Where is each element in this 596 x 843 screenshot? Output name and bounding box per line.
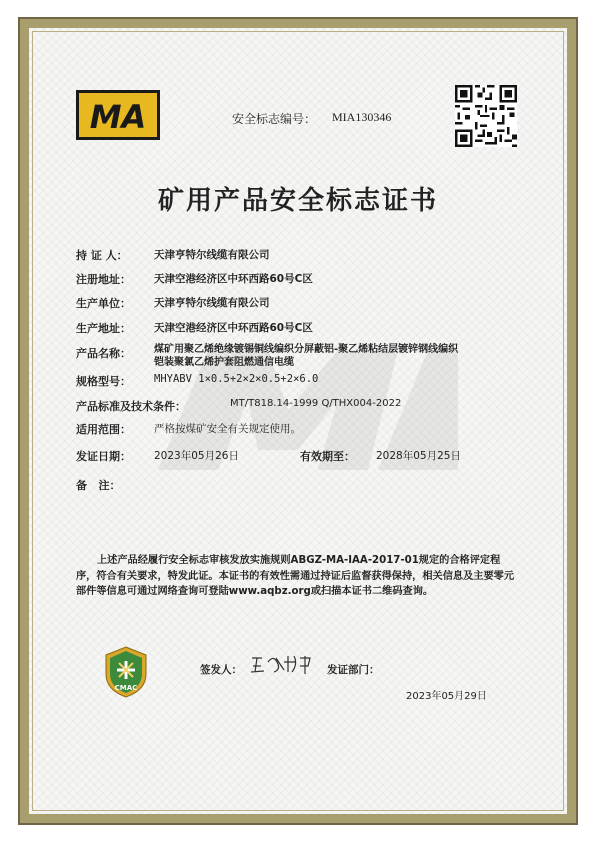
- producer-value: 天津亨特尔线缆有限公司: [154, 297, 270, 309]
- cert-number-label: 安全标志编号：: [232, 112, 317, 126]
- cert-number: MIA130346: [332, 110, 392, 124]
- holder-label: 持 证 人：: [76, 249, 128, 262]
- ma-logo-text: MA: [89, 98, 147, 136]
- holder-value: 天津亨特尔线缆有限公司: [154, 249, 270, 261]
- remark-label: 备 注：: [76, 479, 121, 492]
- statement-paragraph: 上述产品经履行安全标志审核发放实施规则ABGZ-MA-IAA-2017-01规定的合格评定程序，符合有关要求，特发此证。本证书的有效性需通过持证后监督获得保持，相关信息及主要零元部件等信息可通过网络查询可登陆www.aqbz.org或扫描本证书二维码查询。: [76, 555, 515, 597]
- signer-label: 签发人：: [200, 664, 242, 676]
- cmac-text: CMAC: [114, 684, 138, 692]
- cmac-badge: [104, 646, 148, 698]
- valid-until-value: 2028年05月25日: [376, 450, 461, 462]
- signature: [250, 652, 322, 676]
- issue-date-value: 2023年05月26日: [154, 450, 239, 462]
- product-value-line1: 煤矿用聚乙烯绝缘镀锡铜线编织分屏蔽铝-聚乙烯粘结层镀锌钢线编织: [154, 344, 459, 355]
- reg-addr-value: 天津空港经济区中环西路60号C区: [154, 273, 313, 285]
- reg-addr-label: 注册地址：: [76, 273, 131, 286]
- issue-date-label: 发证日期：: [76, 450, 131, 463]
- standard-label: 产品标准及技术条件：: [76, 400, 186, 413]
- product-value-line2: 铠装聚氯乙烯护套阻燃通信电缆: [154, 357, 294, 368]
- spec-label: 规格型号：: [76, 375, 131, 388]
- spec-value: MHYABV 1×0.5+2×2×0.5+2×6.0: [154, 373, 319, 385]
- prod-addr-label: 生产地址：: [76, 322, 131, 335]
- qr-code[interactable]: [455, 85, 517, 147]
- standard-value: MT/T818.14-1999 Q/THX004-2022: [230, 398, 402, 409]
- prod-addr-value: 天津空港经济区中环西路60号C区: [154, 322, 313, 334]
- valid-until-label: 有效期至：: [300, 450, 355, 463]
- ma-logo: [76, 90, 160, 140]
- dept-label: 发证部门：: [327, 664, 380, 676]
- producer-label: 生产单位：: [76, 297, 131, 310]
- scope-value: 严格按煤矿安全有关规定使用。: [154, 423, 301, 435]
- page-title: 矿用产品安全标志证书: [157, 186, 438, 216]
- sign-date: 2023年05月29日: [406, 691, 487, 702]
- product-label: 产品名称：: [76, 347, 131, 360]
- scope-label: 适用范围：: [76, 423, 131, 436]
